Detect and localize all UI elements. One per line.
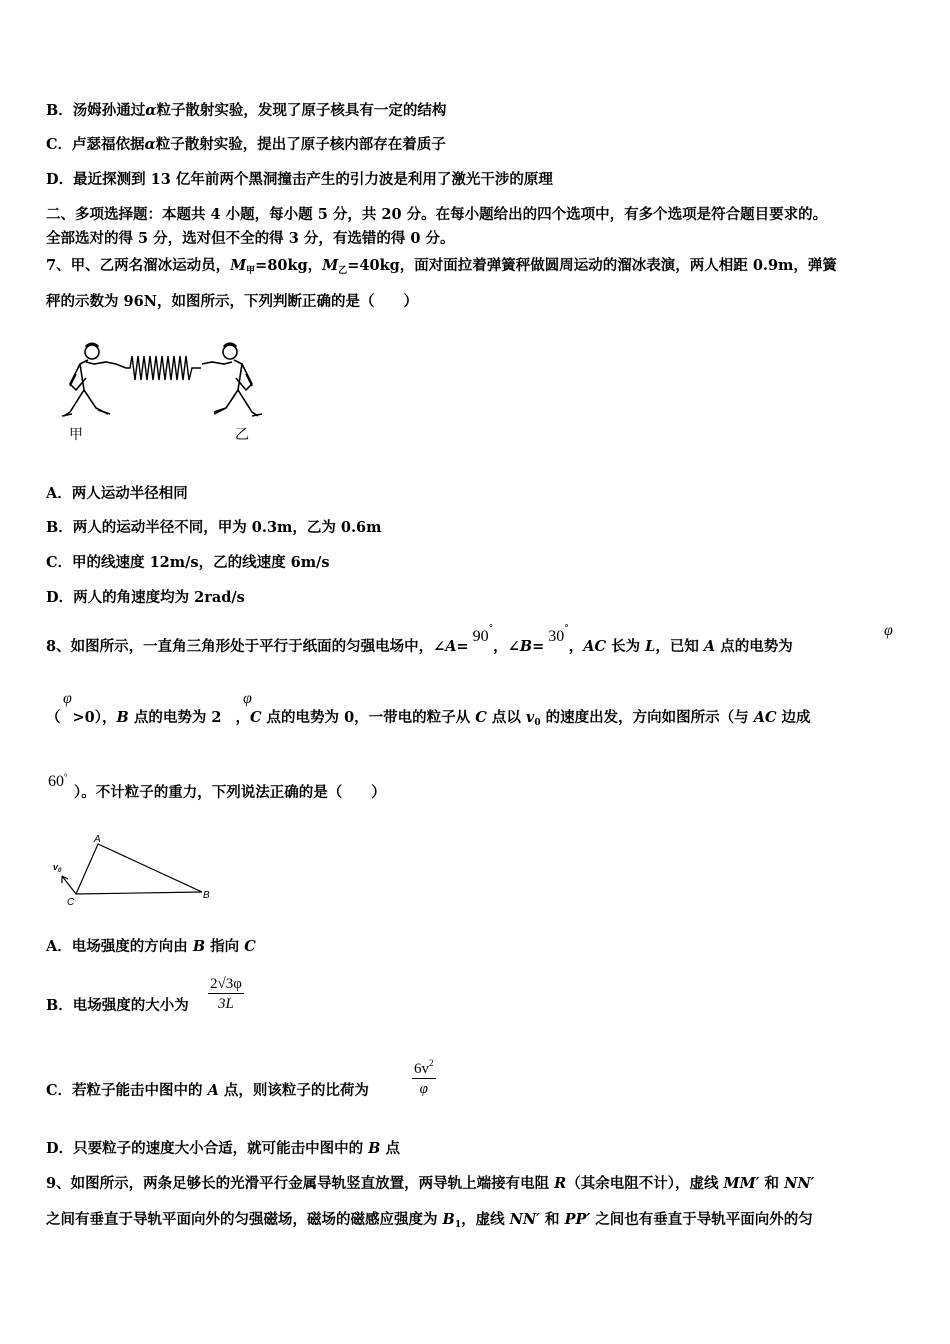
q8-angle-60: 60° bbox=[48, 772, 68, 790]
q6-option-d: D．最近探测到 13 亿年前两个黑洞撞击产生的引力波是利用了激光干涉的原理 bbox=[46, 171, 553, 188]
q7-option-d: D．两人的角速度均为 2rad/s bbox=[46, 589, 245, 606]
triangle-abc bbox=[76, 844, 202, 894]
q7-option-b: B．两人的运动半径不同，甲为 0.3m，乙为 0.6m bbox=[46, 519, 382, 536]
q7-option-c: C．甲的线速度 12m/s，乙的线速度 6m/s bbox=[46, 554, 330, 571]
q8-stem-line1: 8、如图所示，一直角三角形处于平行于纸面的匀强电场中，∠A=90°，∠B=30°，AC 长为 L，已知 A 点的电势为 bbox=[46, 624, 793, 655]
q8-phi-symbol: φ bbox=[884, 622, 893, 639]
q8-stem-line3: ）。不计粒子的重力，下列说法正确的是（ ） bbox=[74, 784, 386, 801]
q7-stem-line2: 秤的示数为 96N，如图所示，下列判断正确的是（ ） bbox=[46, 293, 418, 310]
q8-option-c: C．若粒子能击中图中的 A 点，则该粒子的比荷为 bbox=[46, 1082, 369, 1099]
q8-triangle-figure bbox=[50, 828, 220, 910]
q8-option-c-fraction: $\frac{6v^2}{\varphi}$ bbox=[414, 1058, 434, 1097]
q8-option-b: B．电场强度的大小为 bbox=[46, 997, 189, 1014]
vertex-a-label: A bbox=[94, 834, 101, 845]
v0-label: $v_0$ bbox=[53, 862, 62, 874]
skater-yi-icon bbox=[202, 344, 262, 416]
q8-phi-symbol: φ bbox=[63, 690, 72, 707]
q8-option-b-fraction: $\frac{2√3\varphi}{3L}$ bbox=[210, 976, 242, 1012]
q7-option-a: A．两人运动半径相同 bbox=[46, 485, 188, 502]
q6-option-c: C．卢瑟福依据α粒子散射实验，提出了原子核内部存在着质子 bbox=[46, 136, 446, 153]
section2-heading-line2: 全部选对的得 5 分，选对但不全的得 3 分，有选错的得 0 分。 bbox=[46, 230, 455, 247]
q9-stem-line1: 9、如图所示，两条足够长的光滑平行金属导轨竖直放置，两导轨上端接有电阻 R（其余电阻不计），虚线 MM′ 和 NN′ bbox=[46, 1175, 815, 1192]
q9-stem-line2: 之间有垂直于导轨平面向外的匀强磁场，磁场的磁感应强度为 $B_1$，虚线 NN′ 和 PP′ 之间也有垂直于导轨平面向外的匀 bbox=[46, 1211, 813, 1230]
q7-skaters-figure bbox=[56, 338, 266, 446]
q8-option-d: D．只要粒子的速度大小合适，就可能击中图中的 B 点 bbox=[46, 1140, 400, 1157]
q7-stem-line1: 7、甲、乙两名溜冰运动员，$M_甲=80kg$，$M_乙=40kg$，面对面拉着弹簧秤做圆周运动的溜冰表演，两人相距 0.9m，弹簧 bbox=[46, 257, 837, 276]
vertex-c-label: C bbox=[67, 897, 75, 908]
skater-jia-icon bbox=[62, 344, 126, 416]
figure-label-yi: 乙 bbox=[235, 426, 249, 442]
figure-label-jia: 甲 bbox=[69, 426, 83, 442]
v0-arrow-icon bbox=[62, 876, 76, 894]
q8-stem-line2: （ >0），B 点的电势为 2 ，C 点的电势为 0，一带电的粒子从 C 点以 $v_0$ 的速度出发，方向如图所示（与 AC 边成 bbox=[46, 709, 811, 728]
spring-scale-icon bbox=[126, 356, 201, 380]
q6-option-b: B．汤姆孙通过α粒子散射实验，发现了原子核具有一定的结构 bbox=[46, 102, 447, 119]
vertex-b-label: B bbox=[203, 890, 210, 901]
q8-option-a: A．电场强度的方向由 B 指向 C bbox=[46, 938, 256, 955]
section2-heading-line1: 二、多项选择题：本题共 4 小题，每小题 5 分，共 20 分。在每小题给出的四个选项中，有多个选项是符合题目要求的。 bbox=[46, 206, 828, 223]
q8-phi-symbol: φ bbox=[243, 690, 252, 707]
